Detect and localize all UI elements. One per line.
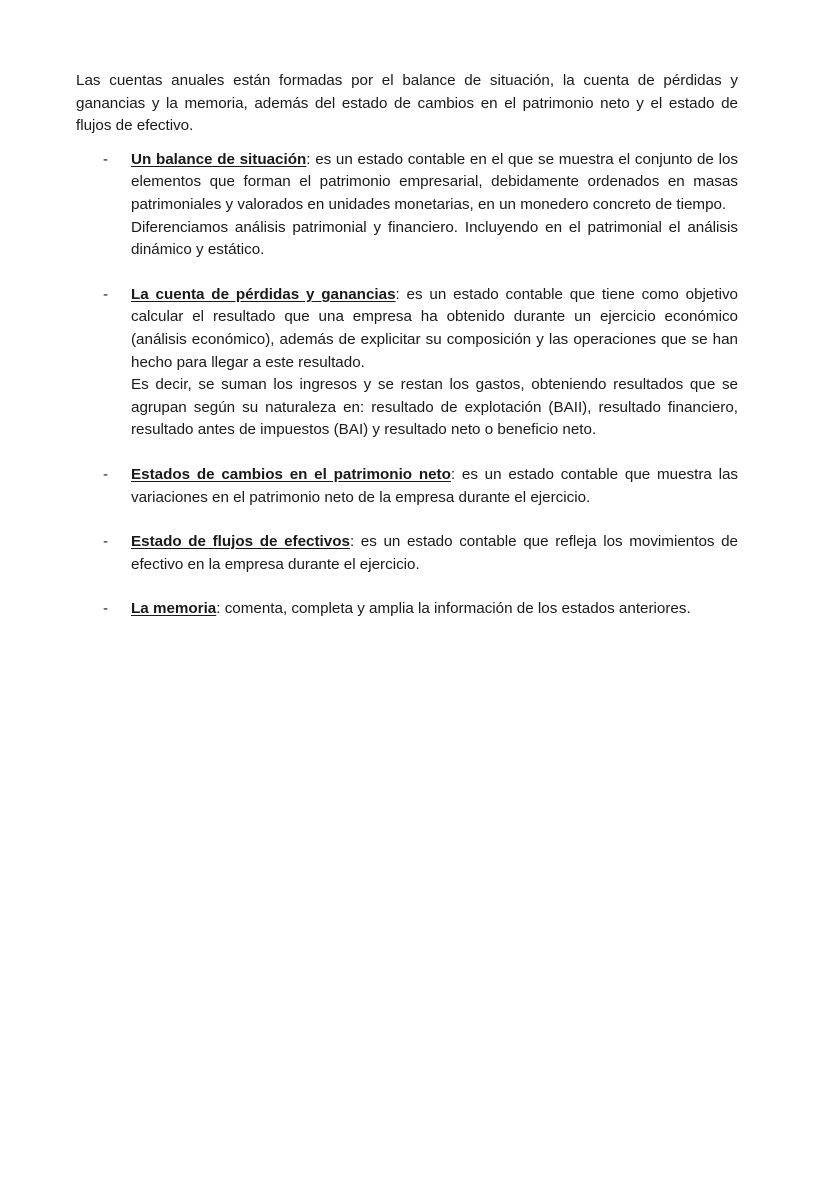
item-extra-paragraph: Es decir, se suman los ingresos y se restan los gastos, obteniendo resultados que se agrupan según su naturaleza en: resultado de explotación (BAII), resultado financiero, resultado antes de impuestos (BAI) y resultado neto o beneficio neto. — [131, 376, 738, 439]
item-text: : es un estado contable que muestra las variaciones en el patrimonio neto de la empresa durante el ejercicio. — [131, 465, 739, 506]
item-term: Un balance de situación — [131, 150, 307, 168]
item-text: : es un estado contable que refleja los movimientos de efectivo en la empresa durante el ejercicio. — [131, 533, 738, 573]
item-paragraph — [131, 598, 738, 621]
item-text: : es un estado contable que tiene como objetivo calcular el resultado que una empresa ha obtenido durante un ejercicio económico (análisis económico), además de explicitar su composición y las operaciones que se han hecho para llegar a este resultado. — [131, 285, 738, 371]
intro-paragraph: Las cuentas anuales están formadas por el balance de situación, la cuenta de pérdidas y ganancias y la memoria, además del estado de cambios en el patrimonio neto y el estado de flujos de efectivo. — [76, 72, 738, 135]
item-term: La cuenta de pérdidas y ganancias — [131, 285, 396, 303]
bullet-dash: - — [103, 285, 109, 303]
item-paragraph — [131, 464, 738, 509]
list-item-balance — [76, 149, 738, 262]
item-paragraph — [131, 149, 738, 217]
bullet-dash: - — [103, 465, 109, 483]
item-paragraph — [131, 531, 738, 576]
item-text: : comenta, completa y amplia la información de los estados anteriores. — [216, 600, 691, 618]
item-paragraph — [131, 284, 738, 374]
accounts-list — [76, 149, 738, 621]
bullet-dash: - — [103, 533, 109, 551]
item-term: Estados de cambios en el patrimonio neto — [131, 465, 451, 483]
bullet-dash: - — [103, 600, 109, 618]
item-term: Estado de flujos de efectivos — [131, 533, 350, 551]
item-extra-paragraph: Diferenciamos análisis patrimonial y financiero. Incluyendo en el patrimonial el análisis dinámico y estático. — [131, 218, 738, 259]
list-item-flujos-efectivo — [76, 531, 738, 576]
list-item-memoria — [76, 598, 738, 621]
item-text: : es un estado contable en el que se muestra el conjunto de los elementos que forman el patrimonio empresarial, debidamente ordenados en masas patrimoniales y valorados en unidades monetarias, en un monedero concreto de tiempo. — [131, 150, 738, 213]
list-item-cuenta-pyg — [76, 284, 738, 442]
list-item-patrimonio-neto — [76, 464, 738, 509]
bullet-dash: - — [103, 150, 109, 168]
document-page — [76, 70, 738, 643]
item-term: La memoria — [131, 600, 217, 618]
